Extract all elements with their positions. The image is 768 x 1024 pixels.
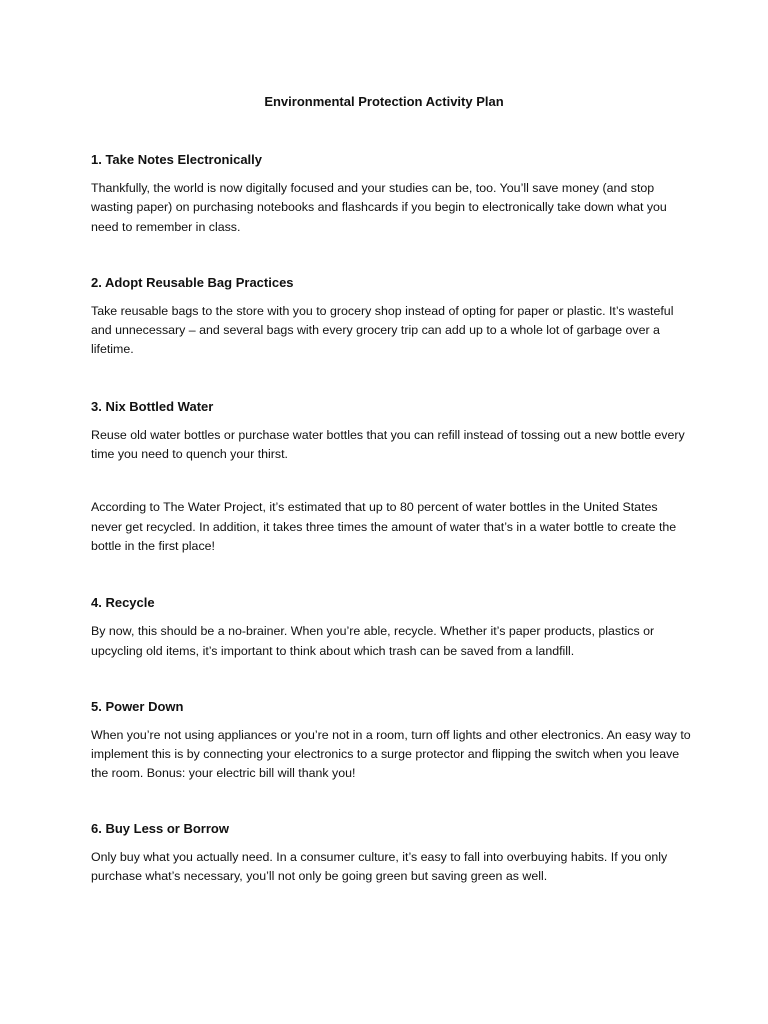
section-nix-bottled-water	[91, 397, 691, 556]
section-heading: 5. Power Down	[91, 698, 184, 714]
section-paragraph: When you’re not using appliances or you’re not in a room, turn off lights and other electronics. An easy way to implement this is by connecting your electronics to a surge protector and flipping the switch when you leave the room. Bonus: your electric bill will thank you!	[91, 727, 691, 781]
section-power-down	[91, 697, 691, 784]
section-paragraph: Take reusable bags to the store with you to grocery shop instead of opting for paper or plastic. It’s wasteful and unnecessary – and several bags with every grocery trip can add up to a whole lot of garbage over a lifetime.	[91, 303, 674, 357]
section-recycle	[91, 593, 691, 661]
section-heading: 1. Take Notes Electronically	[91, 152, 262, 167]
section-heading: 6. Buy Less or Borrow	[91, 820, 229, 836]
section-buy-less-or-borrow	[91, 819, 691, 887]
section-paragraph: Thankfully, the world is now digitally focused and your studies can be, too. You’ll save money (and stop wasting paper) on purchasing notebooks and flashcards if you begin to electronically take down what you need to remember in class.	[91, 181, 667, 234]
section-heading: 4. Recycle	[91, 595, 155, 611]
section-heading: 2. Adopt Reusable Bag Practices	[91, 274, 294, 290]
section-paragraph: According to The Water Project, it’s estimated that up to 80 percent of water bottles in the United States never get recycled. In addition, it takes three times the amount of water that’s in a water bottle to create the bottle in the first place!	[91, 500, 677, 553]
section-paragraph: Reuse old water bottles or purchase water bottles that you can refill instead of tossing out a new bottle every time you need to quench your thirst.	[91, 427, 685, 462]
section-paragraph: By now, this should be a no-brainer. When you’re able, recycle. Whether it’s paper products, plastics or upcycling old items, it’s important to think about which trash can be saved from a landfill.	[91, 624, 655, 658]
section-paragraph: Only buy what you actually need. In a consumer culture, it’s easy to fall into overbuying habits. If you only purchase what’s necessary, you’ll not only be going green but saving green as well.	[91, 849, 668, 884]
section-adopt-reusable-bag-practices	[91, 273, 691, 360]
section-take-notes-electronically	[91, 150, 691, 237]
section-heading: 3. Nix Bottled Water	[91, 398, 214, 414]
document-title: Environmental Protection Activity Plan	[264, 94, 504, 109]
document-body	[91, 150, 691, 923]
